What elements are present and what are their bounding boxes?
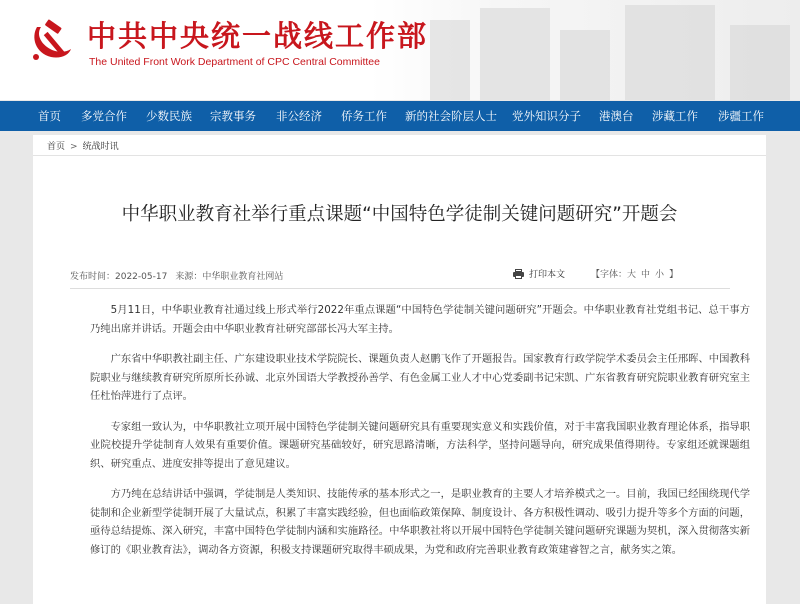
breadcrumb-home-link[interactable]: 首页 <box>47 142 66 152</box>
print-label: 打印本文 <box>529 270 566 280</box>
article-meta <box>70 269 283 282</box>
party-emblem-icon[interactable] <box>27 17 75 65</box>
font-size-small-button[interactable]: 小 <box>655 270 665 280</box>
print-button[interactable] <box>513 267 565 280</box>
publish-time: 发布时间：2022-05-17 <box>70 272 168 282</box>
nav-item-religion[interactable]: 宗教事务 <box>210 109 256 123</box>
article-paragraph: 方乃纯在总结讲话中强调，学徒制是人类知识、技能传承的基本形式之一，是职业教育的主要人才培养模式之一。目前，我国已经围绕现代学徒制和企业新型学徒制开展了大量试点，积累了丰富实践经验，但也面临政策保障、制度设计、各方积极性调动、吸引力提升等多个方面的问题，亟待总结提炼、深入研究，丰富中国特色学徒制内涵和实施路径。中华职教社将以开展中国特色学徒制关键问题研究课题为契机，深入贯彻落实新修订的《职业教育法》，调动各方资源，积极支持课题研究取得丰硕成果，为党和政府完善职业教育政策建睿智之言，献务实之策。 <box>90 488 750 556</box>
article-paragraph: 5月11日，中华职业教育社通过线上形式举行2022年重点课题“中国特色学徒制关键问题研究”开题会。中华职业教育社党组书记、总干事方乃纯出席并讲话。开题会由中华职业教育社研究部部长冯大军主持。 <box>90 304 750 335</box>
breadcrumb <box>47 139 119 152</box>
nav-item-multi-party[interactable]: 多党合作 <box>81 109 127 123</box>
breadcrumb-divider <box>33 155 766 156</box>
nav-item-hk-macao-taiwan[interactable]: 港澳台 <box>599 109 634 123</box>
font-size-large-button[interactable]: 大 <box>627 270 637 280</box>
site-header <box>0 0 800 100</box>
breadcrumb-current-link[interactable]: 统战时讯 <box>82 142 119 152</box>
printer-icon <box>513 269 524 279</box>
font-size-bracket-close: 】 <box>669 270 679 280</box>
meta-divider <box>70 288 730 289</box>
nav-item-non-public-economy[interactable]: 非公经济 <box>276 109 322 123</box>
nav-item-overseas-chinese[interactable]: 侨务工作 <box>341 109 387 123</box>
article-panel <box>33 135 766 604</box>
font-size-medium-button[interactable]: 中 <box>641 270 651 280</box>
font-size-label: 【字体： <box>591 270 628 280</box>
article-paragraph: 专家组一致认为，中华职教社立项开展中国特色学徒制关键问题研究具有重要现实意义和实践价值，对于丰富我国职业教育理论体系，指导职业院校提升学徒制育人效果有重要价值。课题研究基础较好，研究思路清晰，方法科学，坚持问题导向，研究成果值得期待。专家组还就课题组织、研究重点、进度安排等提出了意见建议。 <box>90 420 750 470</box>
site-title-cn[interactable]: 中共中央统一战线工作部 <box>87 19 429 53</box>
article-title: 中华职业教育社举行重点课题“中国特色学徒制关键问题研究”开题会 <box>121 204 678 225</box>
nav-item-ethnic[interactable]: 少数民族 <box>146 109 192 123</box>
site-title-en: The United Front Work Department of CPC Central Committee <box>89 56 380 68</box>
article-body <box>90 301 750 571</box>
breadcrumb-separator: > <box>70 142 78 152</box>
header-building-background <box>370 0 800 100</box>
nav-item-non-party-intellectuals[interactable]: 党外知识分子 <box>512 109 581 123</box>
font-size-control <box>591 267 678 280</box>
nav-item-xinjiang[interactable]: 涉疆工作 <box>718 109 764 123</box>
main-nav <box>0 101 800 131</box>
nav-item-home[interactable]: 首页 <box>38 109 61 123</box>
nav-item-new-social-strata[interactable]: 新的社会阶层人士 <box>405 109 497 123</box>
nav-item-tibet[interactable]: 涉藏工作 <box>652 109 698 123</box>
article-source: 来源：中华职业教育社网站 <box>175 272 284 282</box>
article-paragraph: 广东省中华职教社副主任、广东建设职业技术学院院长、课题负责人赵鹏飞作了开题报告。国家教育行政学院学术委员会主任邢晖、中国教科院职业与继续教育研究所原所长孙诚、北京外国语大学教授孙善学、有色金属工业人才中心党委副书记宋凯、广东省教育研究院职业教育研究室主任杜怡萍进行了点评。 <box>90 353 750 402</box>
